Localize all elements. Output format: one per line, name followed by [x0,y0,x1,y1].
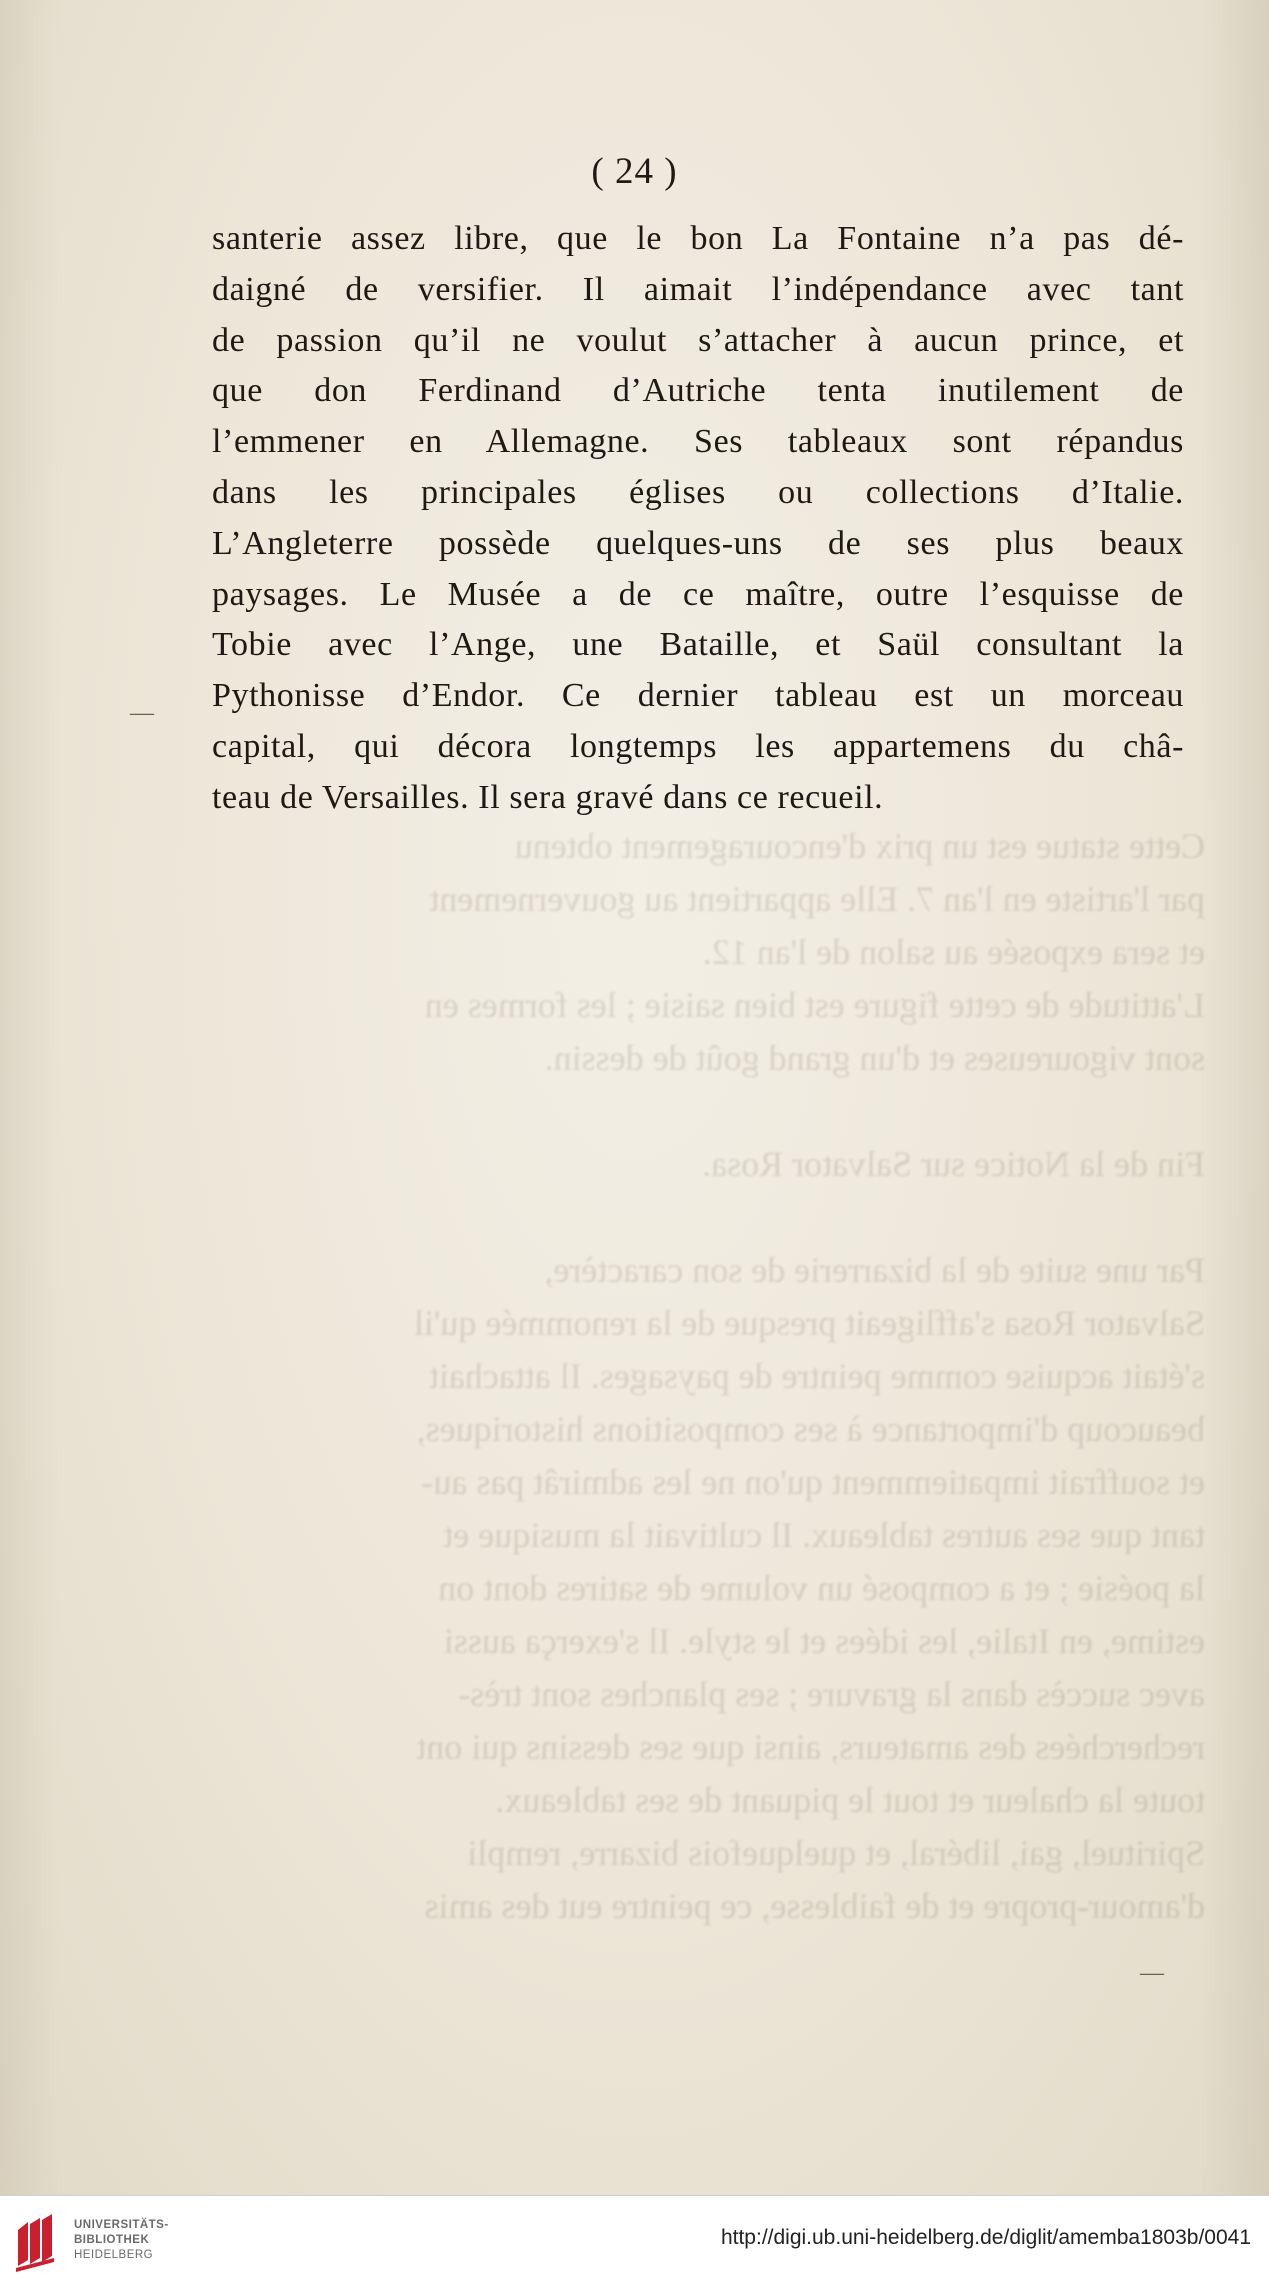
margin-tick-mark: — [1140,1960,1164,1986]
library-name [74,2218,169,2263]
text-line: teau de Versailles. Il sera gravé dans ce recueil. [212,778,884,816]
text-line: que don Ferdinand d’Autriche tenta inutilement de [212,372,1184,410]
page-number: ( 24 ) [591,151,678,192]
show-through-bleed: Cette statue est un prix d'encouragement obtenu par l'artiste en l'an 7. Elle appartient au gouvernement et sera exposée au salon de l'an 12. L'attitude de cette figure est bien saisie ; les formes en sont vigoureuses et d'un grand goût de dessin. Fin de la Notice sur Salvator Rosa. Par une suite de la bizarrerie de son caractère, Salvator Rosa s'affligeait presque de la renommée qu'il s'était acquise comme peintre de paysages. Il attachait beaucoup d'importance à ses compositions historiques, et souffrait impatiemment qu'on ne les admirât pas au- tant que ses autres tableaux. Il cultivait la musique et la poésie ; et a composé un volume de satires dont on estime, en Italie, les idées et le style. Il s'exerça aussi avec succès dans la gravure ; ses planches sont très- recherchées des amateurs, ainsi que ses dessins qui ont toute la chaleur et tout le piquant de ses tableaux. Spirituel, gai, libéral, et quelquefois bizarre, rempli d'amour-propre et de faiblesse, ce peintre eut des amis [413,826,1205,1926]
page-edge-shadow-left [0,0,60,2195]
text-line: l’emmener en Allemagne. Ses tableaux sont répandus [212,423,1184,461]
text-line: de passion qu’il ne voulut s’attacher à aucun prince, et [212,321,1184,359]
library-name-line: HEIDELBERG [74,2249,154,2261]
text-line: capital, qui décora longtemps les appartemens du châ- [212,727,1184,765]
text-line: Tobie avec l’Ange, une Bataille, et Saül consultant la [212,626,1184,664]
text-line: santerie assez libre, que le bon La Fontaine n’a pas dé- [212,220,1184,257]
page-edge-shadow-right [1199,0,1269,2195]
text-line: Pythonisse d’Endor. Ce dernier tableau est un morceau [212,677,1184,715]
library-name-line: BIBLIOTHEK [74,2234,150,2246]
margin-tick-mark: — [130,700,154,726]
source-url-link[interactable]: http://digi.ub.uni-heidelberg.de/diglit/amemba1803b/0041 [720,2226,1251,2249]
text-line: daigné de versifier. Il aimait l’indépendance avec tant [212,270,1184,308]
text-line: L’Angleterre possède quelques-uns de ses plus beaux [212,524,1184,562]
footer-bar [0,2195,1269,2288]
text-line: dans les principales églises ou collections d’Italie. [212,473,1184,511]
text-line: paysages. Le Musée a de ce maître, outre l’esquisse de [212,575,1184,613]
body-text [212,214,1184,824]
library-name-line: UNIVERSITÄTS- [74,2219,169,2231]
university-library-logo-icon [14,2212,66,2272]
